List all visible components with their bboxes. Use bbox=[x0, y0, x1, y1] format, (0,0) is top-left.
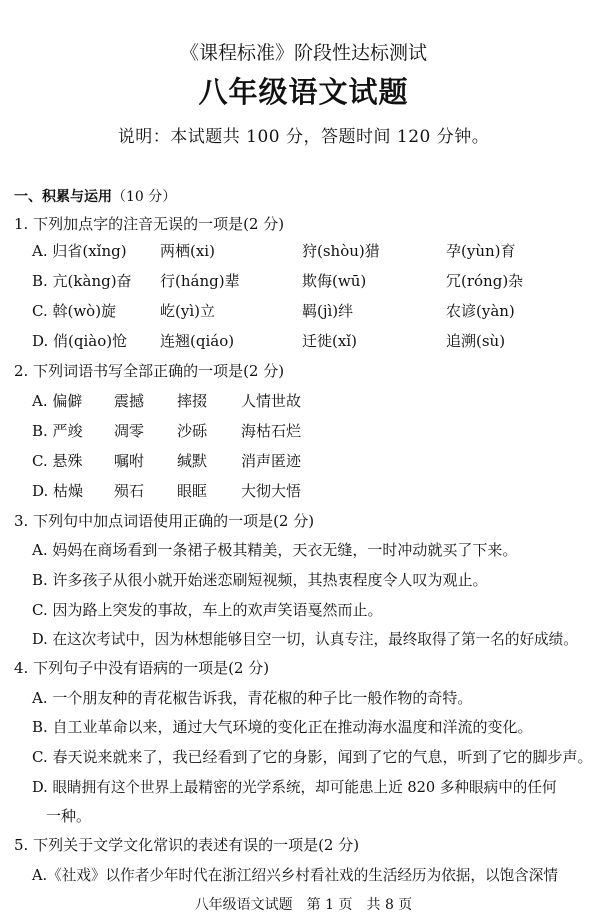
q1-row-a bbox=[0, 240, 607, 266]
q2-option-c: C. 悬殊 bbox=[32, 452, 83, 470]
section-points: （10 分） bbox=[112, 189, 177, 205]
q4-option-b: B. 自工业革命以来，通过大气环境的变化正在推动海水温度和洋流的变化。 bbox=[32, 718, 533, 736]
q1-row-c bbox=[0, 300, 607, 326]
q2-item: 消声匿迹 bbox=[241, 452, 302, 470]
q1-item: 欺侮(wū) bbox=[302, 272, 367, 290]
q3-option-a: A. 妈妈在商场看到一条裙子极其精美，天衣无缝，一时冲动就买了下来。 bbox=[32, 541, 518, 559]
q3-option-b: B. 许多孩子从很小就开始迷恋刷短视频，其热衷程度令人叹为观止。 bbox=[32, 571, 488, 589]
q2-item: 缄默 bbox=[177, 452, 208, 470]
section-title: 一、积累与运用 bbox=[14, 189, 112, 205]
q1-item: 两栖(xi) bbox=[160, 242, 215, 260]
q4-option-a: A. 一个朋友种的青花椒告诉我，青花椒的种子比一般作物的奇特。 bbox=[32, 689, 473, 707]
q2-option-b: B. 严竣 bbox=[32, 422, 83, 440]
q1-option-b: B. 亢(kàng)奋 bbox=[32, 272, 132, 290]
q4-option-d-continued: 一种。 bbox=[46, 807, 92, 825]
q2-item: 嘱咐 bbox=[114, 452, 145, 470]
q1-row-b bbox=[0, 270, 607, 296]
q3-option-c: C. 因为路上突发的事故，车上的欢声笑语戛然而止。 bbox=[32, 601, 383, 619]
q2-item: 海枯石烂 bbox=[241, 422, 302, 440]
q2-item: 摔掇 bbox=[177, 392, 208, 410]
q2-item: 人情世故 bbox=[241, 392, 302, 410]
q4-option-d: D. 眼睛拥有这个世界上最精密的光学系统，却可能患上近 820 多种眼病中的任何 bbox=[32, 779, 557, 796]
page-footer: 八年级语文试题 第 1 页 共 8 页 bbox=[194, 897, 413, 913]
q2-row-d bbox=[0, 480, 607, 506]
q2-row-b bbox=[0, 420, 607, 446]
q3-option-d: D. 在这次考试中，因为林想能够目空一切，认真专注，最终取得了第一名的好成绩。 bbox=[32, 631, 578, 648]
exam-series-title: 《课程标准》阶段性达标测试 bbox=[179, 42, 427, 64]
q2-option-a: A. 偏僻 bbox=[32, 392, 83, 410]
q1-item: 连翘(qiáo) bbox=[160, 332, 235, 350]
q1-option-d: D. 俏(qiào)怆 bbox=[32, 332, 128, 350]
q1-option-a: A. 归省(xǐng) bbox=[32, 242, 127, 260]
q1-option-c: C. 斡(wò)旋 bbox=[32, 302, 117, 320]
q2-item: 殒石 bbox=[114, 482, 145, 500]
q1-item: 追溯(sù) bbox=[446, 332, 506, 350]
question-4-stem: 4. 下列句子中没有语病的一项是(2 分) bbox=[14, 659, 270, 677]
q1-item: 屹(yì)立 bbox=[160, 302, 215, 320]
q5-option-a: A.《社戏》以作者少年时代在浙江绍兴乡村看社戏的生活经历为依据，以饱含深情 bbox=[32, 867, 558, 884]
q1-row-d bbox=[0, 330, 607, 356]
q2-row-a bbox=[0, 390, 607, 416]
q4-option-c: C. 春天说来就来了，我已经看到了它的身影，闻到了它的气息，听到了它的脚步声。 bbox=[32, 748, 593, 766]
question-3-stem: 3. 下列句中加点词语使用正确的一项是(2 分) bbox=[14, 512, 315, 530]
q2-option-d: D. 枯燥 bbox=[32, 482, 84, 500]
q1-item: 行(háng)辈 bbox=[160, 272, 240, 290]
page-title: 八年级语文试题 bbox=[198, 75, 409, 109]
q2-item: 震撼 bbox=[114, 392, 145, 410]
q1-item: 孕(yùn)育 bbox=[446, 242, 516, 260]
q1-item: 狩(shòu)猎 bbox=[302, 242, 380, 260]
question-2-stem: 2. 下列词语书写全部正确的一项是(2 分) bbox=[14, 362, 285, 380]
question-1-stem: 1. 下列加点字的注音无误的一项是(2 分) bbox=[14, 215, 285, 233]
q1-item: 农谚(yàn) bbox=[446, 302, 515, 320]
q2-item: 眼眶 bbox=[177, 482, 208, 500]
exam-instructions: 说明：本试题共 100 分，答题时间 120 分钟。 bbox=[117, 127, 490, 147]
q2-item: 大彻大悟 bbox=[241, 482, 302, 500]
section-heading bbox=[14, 186, 176, 206]
q2-item: 沙砾 bbox=[177, 422, 208, 440]
q2-row-c bbox=[0, 450, 607, 476]
q1-item: 羁(jì)绊 bbox=[302, 302, 354, 320]
q2-item: 凋零 bbox=[114, 422, 145, 440]
question-5-stem: 5. 下列关于文学文化常识的表述有误的一项是(2 分) bbox=[14, 836, 360, 854]
q1-item: 迁徙(xǐ) bbox=[302, 332, 357, 350]
q1-item: 冗(róng)杂 bbox=[446, 272, 524, 290]
